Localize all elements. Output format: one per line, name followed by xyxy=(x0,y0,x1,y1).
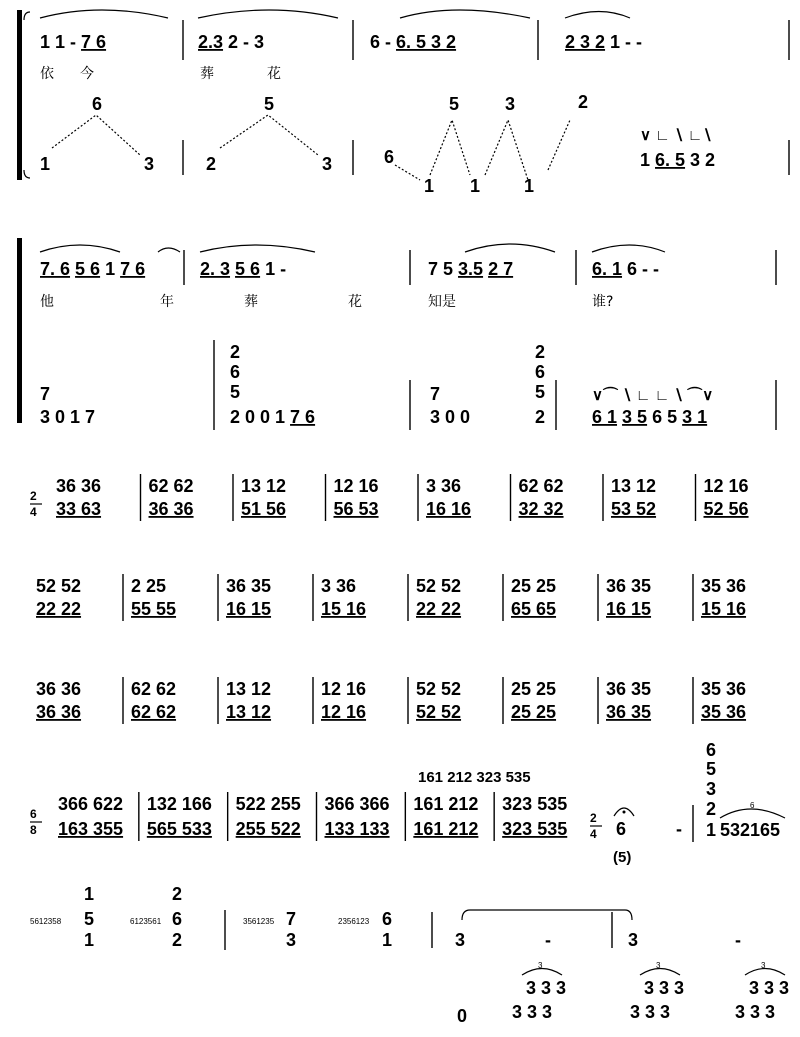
lyric: 花 xyxy=(267,66,281,82)
chord: 6 xyxy=(535,362,546,382)
measure-top: 36 36 xyxy=(36,679,82,699)
chord: 5 xyxy=(230,382,241,402)
sys2-m2-notes: 2. 3 5 6 1 - xyxy=(200,259,287,279)
time-sig: 2 xyxy=(590,811,597,825)
measure-bottom: 36 36 xyxy=(36,702,82,722)
measure-top: 52 52 xyxy=(416,576,462,596)
measure-bottom: 33 63 xyxy=(56,499,102,519)
note: 6 xyxy=(382,909,393,929)
chord: 6 xyxy=(230,362,241,382)
sys1-m1-notes: 1 1 - 7 6 xyxy=(40,32,107,52)
rest: 0 xyxy=(457,1006,468,1026)
measure-bottom: 163 355 xyxy=(58,819,124,839)
time-sig: 4 xyxy=(30,505,37,519)
lyric: 年 xyxy=(160,294,174,310)
measure-bottom: 15 16 xyxy=(701,599,747,619)
paren: (5) xyxy=(613,849,632,866)
sys2-marks: ∨⌒ ∖ ∟ ∟ ∖ ⌒∨ xyxy=(592,387,714,404)
sys1-bot-notes-d: 3 xyxy=(322,154,333,174)
measure-top: 52 52 xyxy=(36,576,82,596)
chord: 2 xyxy=(706,799,717,819)
sys1-m2-notes: 2.3 2 - 3 xyxy=(198,32,265,52)
measure-top: 366 366 xyxy=(324,794,390,814)
measure-top: 12 16 xyxy=(703,476,749,496)
sys2-bot-7b: 7 xyxy=(430,384,441,404)
sys2-bot-7: 7 xyxy=(40,384,51,404)
sys1-bot-notes-e: 6 xyxy=(384,147,395,167)
sys1-bot-notes-f: 1 xyxy=(424,176,435,196)
sys1-bot-notes-i: 1 6. 5 3 2 xyxy=(640,150,716,170)
measure-top: 13 12 xyxy=(611,476,657,496)
sys2-m3-notes: 7 5 3.5 2 7 xyxy=(428,259,514,279)
lyric: 知是 xyxy=(428,294,456,310)
time-sig: 4 xyxy=(590,827,597,841)
measure-top: 36 36 xyxy=(56,476,102,496)
measure-bottom: 13 12 xyxy=(226,702,272,722)
measure-bottom: 52 56 xyxy=(703,499,749,519)
measure-bottom: 35 36 xyxy=(701,702,747,722)
sys2-bot-b: 2 0 0 1 7 6 xyxy=(230,407,316,427)
sys1-marks: ∨ ∟ ∖ ∟∖ xyxy=(640,127,712,144)
upper-line: 161 212 323 535 xyxy=(418,769,531,786)
measure-top: 12 16 xyxy=(321,679,367,699)
measure-top: 3 36 xyxy=(426,476,462,496)
chord: 5 xyxy=(706,759,717,779)
sys1-bot-notes-h: 1 xyxy=(524,176,535,196)
run: 532165 xyxy=(720,820,781,840)
measure-bottom: 56 53 xyxy=(333,499,379,519)
measure-bottom: 16 16 xyxy=(426,499,472,519)
measure-bottom: 22 22 xyxy=(416,599,462,619)
sys1-hi-5: 5 xyxy=(264,94,275,114)
measure-bottom: 62 62 xyxy=(131,702,177,722)
triplet-upper: 3 3 3 xyxy=(526,978,567,998)
measure-bottom: 323 535 xyxy=(502,819,568,839)
measure-top: 62 62 xyxy=(148,476,194,496)
measure-bottom: 52 52 xyxy=(416,702,462,722)
chord: 2 xyxy=(535,342,546,362)
tuplet: 6 xyxy=(750,801,755,810)
measure-top: 36 35 xyxy=(606,576,652,596)
triplet-lower: 3 3 3 xyxy=(630,1002,671,1022)
sys2-m4-notes: 6. 1 6 - - xyxy=(592,259,660,279)
measure-top: 62 62 xyxy=(518,476,564,496)
measure-bottom: 22 22 xyxy=(36,599,82,619)
sys1-hi-6: 6 xyxy=(92,94,103,114)
measure-top: 13 12 xyxy=(226,679,272,699)
triplet-lower: 3 3 3 xyxy=(512,1002,553,1022)
system-brace xyxy=(17,238,22,423)
measures xyxy=(56,474,749,521)
triplet-lower: 3 3 3 xyxy=(735,1002,776,1022)
measure-bottom: 16 15 xyxy=(606,599,652,619)
row-7 xyxy=(30,884,789,1026)
note: 2 xyxy=(172,884,183,904)
lyric: 谁? xyxy=(592,294,614,310)
measure-top: 35 36 xyxy=(701,576,747,596)
measure-bottom: 565 533 xyxy=(146,819,212,839)
note: 7 xyxy=(286,909,297,929)
chord: 1 xyxy=(706,820,717,840)
lyric: 葬 xyxy=(200,66,214,82)
tuplet-number: 3 xyxy=(656,961,661,970)
measure-bottom: 16 15 xyxy=(226,599,272,619)
measure-bottom: 36 35 xyxy=(606,702,652,722)
tuplet-number: 3 xyxy=(538,961,543,970)
time-sig: 8 xyxy=(30,823,37,837)
sys1-bot-notes-b: 3 xyxy=(144,154,155,174)
measure-bottom: 36 36 xyxy=(148,499,194,519)
measure-top: 522 255 xyxy=(235,794,301,814)
tuplet-number: 3 xyxy=(761,961,766,970)
row-5 xyxy=(36,677,746,724)
note: 6 xyxy=(616,819,627,839)
note: 6 xyxy=(172,909,183,929)
lyric: 葬 xyxy=(244,294,258,310)
system-1 xyxy=(17,10,789,196)
note: 1 xyxy=(382,930,393,950)
measure-bottom: 12 16 xyxy=(321,702,367,722)
measure-top: 36 35 xyxy=(226,576,272,596)
chord: 2 xyxy=(535,407,546,427)
measure-bottom: 25 25 xyxy=(511,702,557,722)
measure-top: 62 62 xyxy=(131,679,177,699)
lyric: 他 xyxy=(40,294,54,310)
row-3 xyxy=(30,474,749,521)
grace: 2356123 xyxy=(338,917,370,926)
lyric: 今 xyxy=(80,66,94,82)
sys1-hi-5b: 5 xyxy=(449,94,460,114)
triplet-upper: 3 3 3 xyxy=(644,978,685,998)
sys2-bot-a: 3 0 1 7 xyxy=(40,407,96,427)
dash: - xyxy=(735,930,741,950)
measure-bottom: 15 16 xyxy=(321,599,367,619)
chord: 5 xyxy=(535,382,546,402)
system-brace xyxy=(17,10,22,180)
chord: 2 xyxy=(230,342,241,362)
sys2-bot-c: 3 0 0 xyxy=(430,407,471,427)
measure-top: 323 535 xyxy=(502,794,568,814)
sys1-bot-notes-a: 1 xyxy=(40,154,51,174)
measure-top: 12 16 xyxy=(333,476,379,496)
note: 2 xyxy=(172,930,183,950)
measure-top: 35 36 xyxy=(701,679,747,699)
measure-bottom: 55 55 xyxy=(131,599,177,619)
system-2 xyxy=(17,238,776,430)
grace: 5612358 xyxy=(30,917,62,926)
dash: - xyxy=(676,819,682,839)
grace: 6123561 xyxy=(130,917,162,926)
lyric: 花 xyxy=(348,294,362,310)
chord: 3 xyxy=(706,779,717,799)
note: 3 xyxy=(455,930,466,950)
triplet-upper: 3 3 3 xyxy=(749,978,790,998)
sys1-hi-2: 2 xyxy=(578,92,589,112)
note: 3 xyxy=(628,930,639,950)
dash: - xyxy=(545,930,551,950)
sys1-hi-3: 3 xyxy=(505,94,516,114)
row-4 xyxy=(36,574,746,621)
measure-top: 3 36 xyxy=(321,576,357,596)
sys1-m3-notes: 6 - 6. 5 3 2 xyxy=(370,32,457,52)
measure-top: 13 12 xyxy=(241,476,287,496)
note: 1 xyxy=(84,884,95,904)
measure-bottom: 32 32 xyxy=(518,499,564,519)
measure-bottom: 51 56 xyxy=(241,499,287,519)
sys1-m4-notes: 2 3 2 1 - - xyxy=(565,32,643,52)
time-sig: 2 xyxy=(30,489,37,503)
measure-bottom: 161 212 xyxy=(413,819,479,839)
measure-top: 52 52 xyxy=(416,679,462,699)
measure-top: 366 622 xyxy=(58,794,124,814)
row-6 xyxy=(30,740,785,866)
note: 5 xyxy=(84,909,95,929)
grace: 3561235 xyxy=(243,917,275,926)
measure-top: 2 25 xyxy=(131,576,167,596)
measure-top: 25 25 xyxy=(511,576,557,596)
chord: 6 xyxy=(706,740,717,760)
sys1-bot-notes-c: 2 xyxy=(206,154,217,174)
sys1-bot-notes-g: 1 xyxy=(470,176,481,196)
measure-bottom: 65 65 xyxy=(511,599,557,619)
note: 3 xyxy=(286,930,297,950)
time-sig: 6 xyxy=(30,807,37,821)
measure-top: 161 212 xyxy=(413,794,479,814)
lyric: 依 xyxy=(40,66,54,82)
measure-bottom: 133 133 xyxy=(324,819,390,839)
measure-bottom: 255 522 xyxy=(235,819,301,839)
sys2-m1-notes: 7. 6 5 6 1 7 6 xyxy=(40,259,146,279)
measure-top: 36 35 xyxy=(606,679,652,699)
measure-top: 132 166 xyxy=(146,794,212,814)
measure-bottom: 53 52 xyxy=(611,499,657,519)
note: 1 xyxy=(84,930,95,950)
measure-top: 25 25 xyxy=(511,679,557,699)
sys2-bot-d: 6 1 3 5 6 5 3 1 xyxy=(592,407,708,427)
